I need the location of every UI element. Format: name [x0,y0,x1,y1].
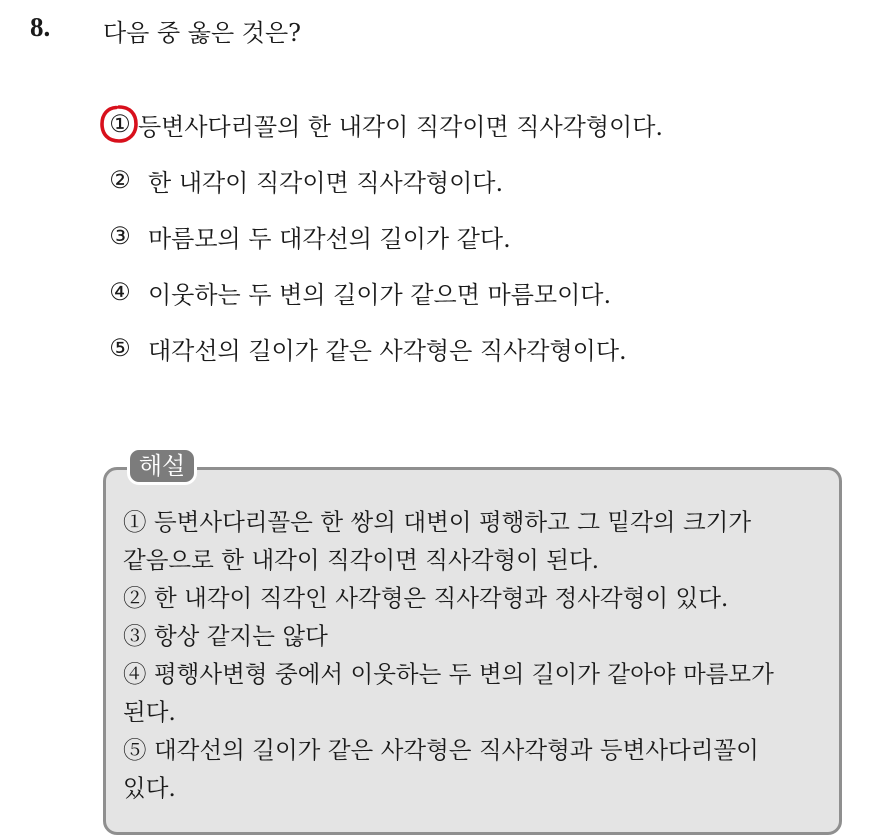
choice-1[interactable] [108,96,663,152]
choice-2-text: 한 내각이 직각이면 직사각형이다. [148,168,504,197]
question-stem: 다음 중 옳은 것은? [103,19,302,47]
solution-line-5: ④ 평행사변형 중에서 이웃하는 두 변의 길이가 같아야 마름모가 [123,660,774,688]
choice-4-text: 이웃하는 두 변의 길이가 같으면 마름모이다. [148,280,612,309]
answer-choices [108,96,663,376]
solution-line-1: ① 등변사다리꼴은 한 쌍의 대변이 평행하고 그 밑각의 크기가 [123,508,752,536]
choice-3-text: 마름모의 두 대각선의 길이가 같다. [148,224,511,253]
solution-line-3: ② 한 내각이 직각인 사각형은 직사각형과 정사각형이 있다. [123,584,729,612]
choice-3-marker: ③ [109,222,131,250]
solution-text [123,503,833,807]
choice-1-marker [108,110,132,138]
choice-1-number: ① [109,110,131,138]
solution-line-7: ⑤ 대각선의 길이가 같은 사각형은 직사각형과 등변사다리꼴이 [123,736,759,764]
question-number: 8. [30,12,51,42]
solution-line-8: 있다. [123,774,176,802]
solution-line-4: ③ 항상 같지는 않다 [123,622,328,650]
choice-5[interactable] [108,320,663,376]
choice-5-marker: ⑤ [109,334,131,362]
choice-4-marker: ④ [109,278,131,306]
choice-2[interactable] [108,152,663,208]
solution-line-6: 된다. [123,698,176,726]
choice-1-text: 등변사다리꼴의 한 내각이 직각이면 직사각형이다. [138,112,664,141]
choice-2-marker: ② [109,166,131,194]
choice-5-text: 대각선의 길이가 같은 사각형은 직사각형이다. [148,336,627,365]
choice-3[interactable] [108,208,663,264]
solution-line-2: 같음으로 한 내각이 직각이면 직사각형이 된다. [123,546,600,574]
solution-label: 해설 [127,447,197,485]
choice-4[interactable] [108,264,663,320]
